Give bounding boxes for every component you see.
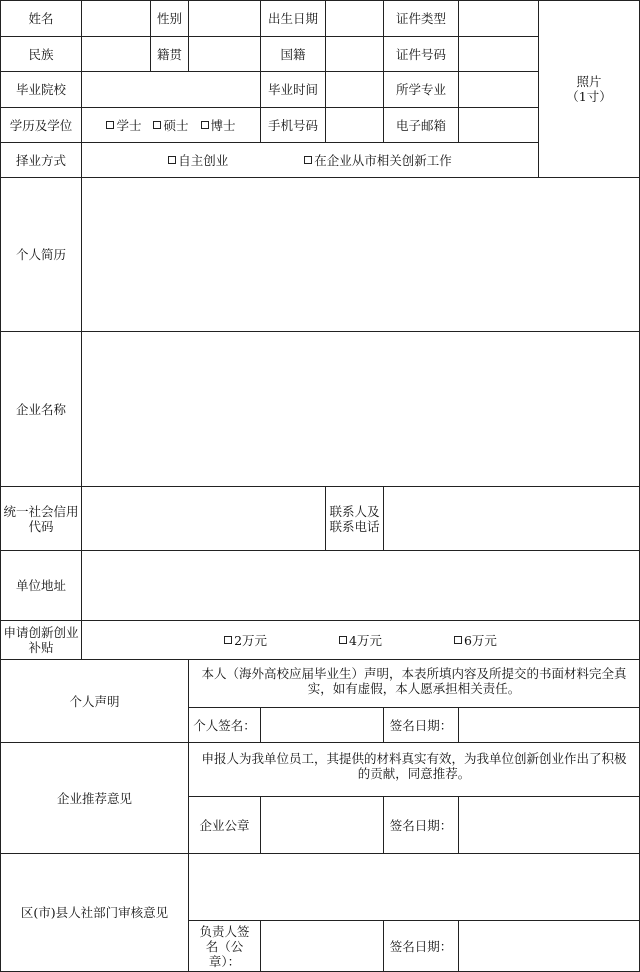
major-field[interactable]	[458, 71, 539, 108]
gender-label: 性别	[150, 0, 189, 37]
checkbox-icon	[304, 156, 312, 164]
company-seal-field[interactable]	[260, 796, 384, 854]
school-label: 毕业院校	[0, 71, 82, 108]
sign-date-label: 签名日期：	[383, 707, 459, 743]
id-type-label: 证件类型	[383, 0, 459, 37]
resume-field[interactable]	[81, 177, 640, 332]
personal-sign-label: 个人签名：	[188, 707, 261, 743]
degree-options	[81, 107, 261, 143]
address-field[interactable]	[81, 550, 640, 621]
ethnicity-label: 民族	[0, 36, 82, 72]
grad-time-label: 毕业时间	[260, 71, 326, 108]
subsidy-options	[81, 620, 640, 660]
dept-review-label: 区(市)县人社部门审核意见	[0, 853, 189, 972]
company-name-label: 企业名称	[0, 331, 82, 487]
checkbox-icon	[201, 121, 209, 129]
contact-label: 联系人及联系电话	[325, 486, 384, 551]
recommend-date-label: 签名日期：	[383, 796, 459, 854]
credit-code-field[interactable]	[81, 486, 326, 551]
degree-option-bachelor[interactable]: 学士	[106, 118, 141, 133]
degree-label: 学历及学位	[0, 107, 82, 143]
email-field[interactable]	[458, 107, 539, 143]
credit-code-label: 统一社会信用代码	[0, 486, 82, 551]
id-number-field[interactable]	[458, 36, 539, 72]
birth-date-field[interactable]	[325, 0, 384, 37]
company-name-field[interactable]	[81, 331, 640, 487]
checkbox-icon	[106, 121, 114, 129]
phone-label: 手机号码	[260, 107, 326, 143]
address-label: 单位地址	[0, 550, 82, 621]
photo-size: （1寸）	[566, 89, 612, 104]
grad-time-field[interactable]	[325, 71, 384, 108]
contact-field[interactable]	[383, 486, 640, 551]
name-field[interactable]	[81, 0, 151, 37]
email-label: 电子邮箱	[383, 107, 459, 143]
birth-date-label: 出生日期	[260, 0, 326, 37]
name-label: 姓名	[0, 0, 82, 37]
career-options	[81, 142, 539, 178]
checkbox-icon	[153, 121, 161, 129]
sign-date-field[interactable]	[458, 707, 640, 743]
degree-option-doctor[interactable]: 博士	[201, 118, 236, 133]
leader-sign-label: 负责人签名（公章）：	[188, 920, 261, 972]
id-type-field[interactable]	[458, 0, 539, 37]
major-label: 所学专业	[383, 71, 459, 108]
checkbox-icon	[224, 636, 232, 644]
company-recommend-label: 企业推荐意见	[0, 742, 189, 854]
checkbox-icon	[168, 156, 176, 164]
native-place-field[interactable]	[188, 36, 261, 72]
review-date-field[interactable]	[458, 920, 640, 972]
career-option-self[interactable]: 自主创业	[168, 153, 228, 168]
leader-sign-field[interactable]	[260, 920, 384, 972]
resume-label: 个人简历	[0, 177, 82, 332]
subsidy-option-6[interactable]: 6万元	[454, 633, 497, 648]
checkbox-icon	[339, 636, 347, 644]
degree-option-master[interactable]: 硕士	[153, 118, 188, 133]
checkbox-icon	[454, 636, 462, 644]
subsidy-option-4[interactable]: 4万元	[339, 633, 382, 648]
company-seal-label: 企业公章	[188, 796, 261, 854]
photo-label: 照片	[576, 74, 602, 89]
native-place-label: 籍贯	[150, 36, 189, 72]
review-date-label: 签名日期：	[383, 920, 459, 972]
gender-field[interactable]	[188, 0, 261, 37]
personal-sign-field[interactable]	[260, 707, 384, 743]
statement-text: 本人（海外高校应届毕业生）声明，本表所填内容及所提交的书面材料完全真实，如有虚假，本人愿承担相关责任。	[188, 659, 640, 708]
dept-review-field[interactable]	[188, 853, 640, 921]
nationality-field[interactable]	[325, 36, 384, 72]
subsidy-label: 申请创新创业补贴	[0, 620, 82, 660]
career-option-enterprise[interactable]: 在企业从市相关创新工作	[304, 153, 452, 168]
recommend-date-field[interactable]	[458, 796, 640, 854]
phone-field[interactable]	[325, 107, 384, 143]
ethnicity-field[interactable]	[81, 36, 151, 72]
photo-box[interactable]	[538, 0, 640, 178]
personal-statement-label: 个人声明	[0, 659, 189, 743]
career-mode-label: 择业方式	[0, 142, 82, 178]
nationality-label: 国籍	[260, 36, 326, 72]
recommend-text: 申报人为我单位员工，其提供的材料真实有效，为我单位创新创业作出了积极的贡献，同意推荐。	[188, 742, 640, 797]
subsidy-option-2[interactable]: 2万元	[224, 633, 267, 648]
id-number-label: 证件号码	[383, 36, 459, 72]
school-field[interactable]	[81, 71, 261, 108]
